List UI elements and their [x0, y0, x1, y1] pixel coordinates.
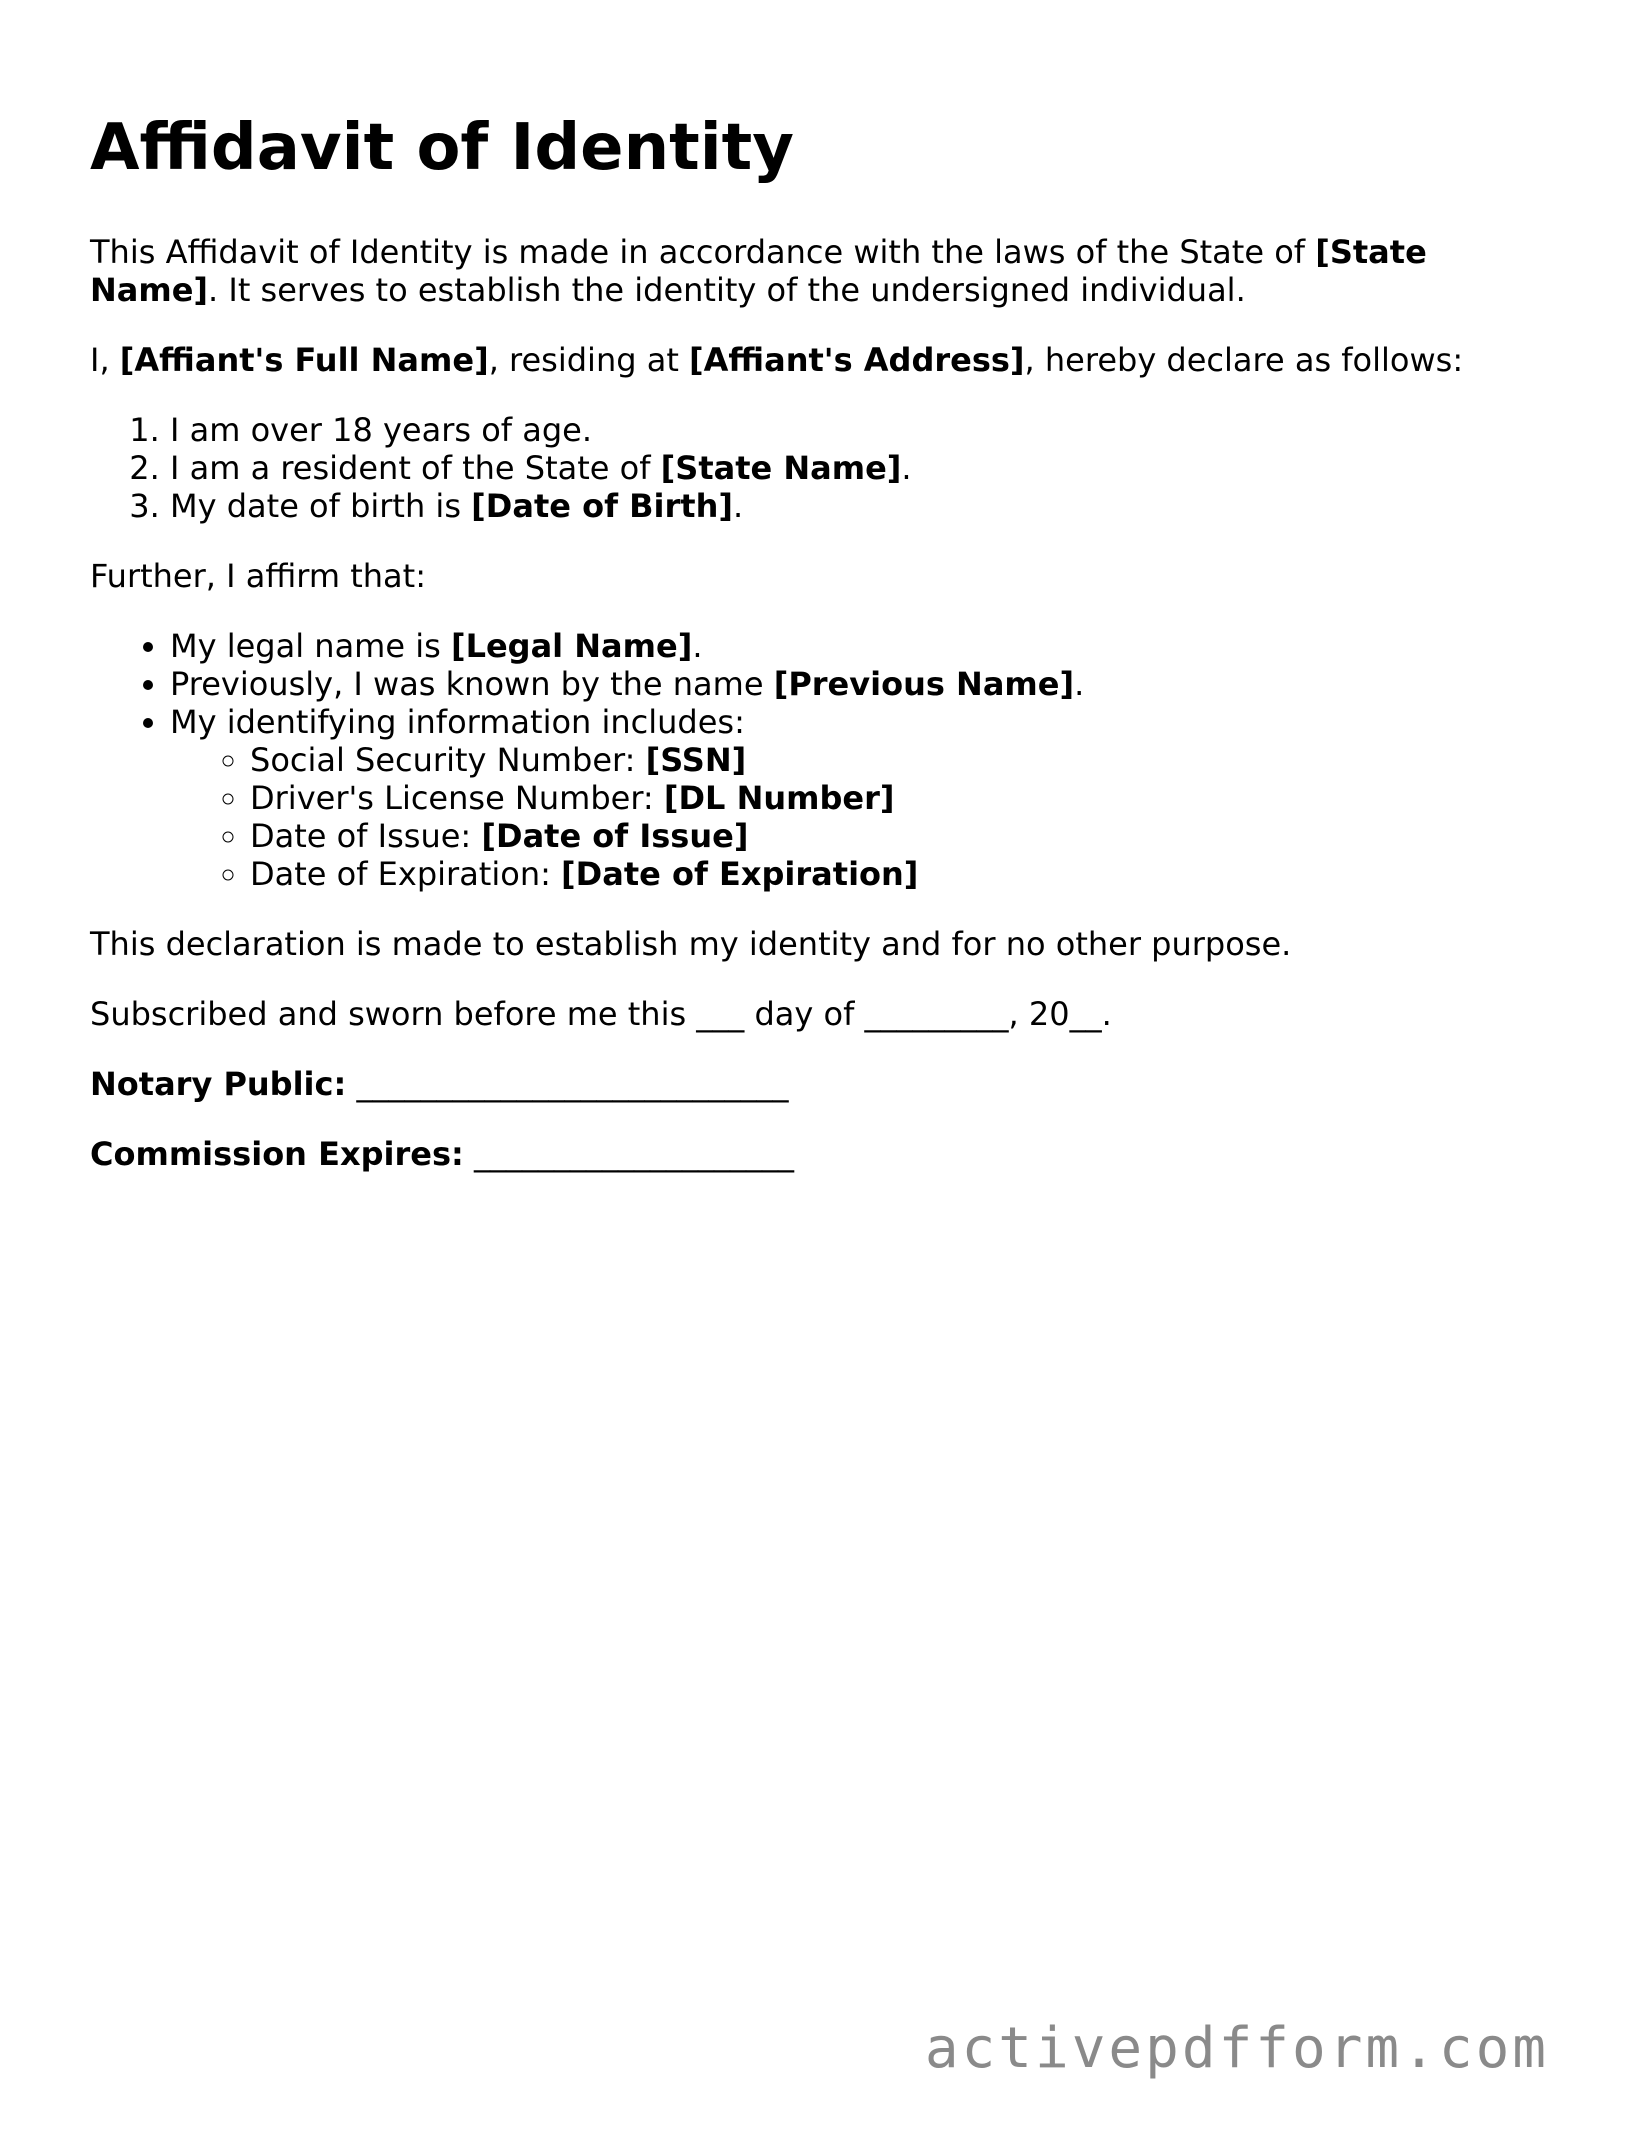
- intro-paragraph: [90, 233, 1550, 309]
- purpose-paragraph: This declaration is made to establish my identity and for no other purpose.: [90, 924, 1292, 963]
- declaration-middle: , residing at: [488, 340, 690, 379]
- sub-bullet-text: Date of Expiration:: [250, 854, 562, 893]
- date-of-issue-placeholder: [Date of Issue]: [481, 816, 749, 855]
- sub-bullet-issue: [250, 817, 1550, 855]
- numbered-list: [90, 411, 1550, 525]
- declaration-paragraph: [90, 341, 1550, 379]
- page-title: Affidavit of Identity: [90, 111, 794, 185]
- sub-bullet-dl: [250, 779, 1550, 817]
- sub-bullet-text: Date of Issue:: [250, 816, 482, 855]
- bullet-text: Previously, I was known by the name: [170, 664, 774, 703]
- notary-signature-line: ___________________________: [346, 1064, 789, 1103]
- sub-bullet-list: [170, 741, 1550, 893]
- bullet-previous-name: [170, 665, 1550, 703]
- list-item-age: [170, 411, 1550, 449]
- list-item-text: I am a resident of the State of: [170, 448, 661, 487]
- sub-bullet-expiration: [250, 855, 1550, 893]
- bullet-text: My identifying information includes:: [170, 702, 745, 741]
- intro-text-2: . It serves to establish the identity of the undersigned individual.: [208, 270, 1246, 309]
- intro-state-placeholder: [State Name]: [90, 232, 1427, 309]
- date-of-expiration-placeholder: [Date of Expiration]: [561, 854, 919, 893]
- legal-name-placeholder: [Legal Name]: [450, 626, 693, 665]
- list-item-residence: [170, 449, 1550, 487]
- bullet-legal-name: [170, 627, 1550, 665]
- bullet-list: [90, 627, 1550, 893]
- sub-bullet-ssn: [250, 741, 1550, 779]
- document-page: [90, 110, 1550, 1205]
- state-placeholder: [State Name]: [660, 448, 902, 487]
- affiant-address-placeholder: [Affiant's Address]: [689, 340, 1025, 379]
- watermark: activepdfform.com: [924, 2016, 1549, 2081]
- declaration-prefix: I,: [90, 340, 120, 379]
- affiant-name-placeholder: [Affiant's Full Name]: [119, 340, 489, 379]
- list-item-end: .: [901, 448, 912, 487]
- bullet-text: My legal name is: [170, 626, 451, 665]
- commission-line: [90, 1135, 1550, 1173]
- bullet-identifying-info: [170, 703, 1550, 893]
- list-item-birth: [170, 487, 1550, 525]
- list-item-end: .: [732, 486, 744, 525]
- commission-date-line: ____________________: [463, 1134, 794, 1173]
- sub-bullet-text: Driver's License Number:: [250, 778, 664, 817]
- date-of-birth-placeholder: [Date of Birth]: [471, 486, 733, 525]
- declaration-suffix: , hereby declare as follows:: [1024, 340, 1464, 379]
- commission-label: Commission Expires:: [90, 1134, 464, 1173]
- list-item-text: I am over 18 years of age.: [170, 410, 593, 449]
- intro-text-1: This Affidavit of Identity is made in accordance with the laws of the State of: [90, 232, 1316, 271]
- previous-name-placeholder: [Previous Name]: [773, 664, 1075, 703]
- bullet-end: .: [692, 626, 703, 665]
- notary-line: [90, 1065, 1550, 1103]
- sub-bullet-text: Social Security Number:: [250, 740, 646, 779]
- further-paragraph: Further, I affirm that:: [90, 556, 426, 595]
- notary-label: Notary Public:: [90, 1064, 347, 1103]
- bullet-end: .: [1074, 664, 1085, 703]
- ssn-placeholder: [SSN]: [645, 740, 747, 779]
- list-item-text: My date of birth is: [170, 486, 472, 525]
- dl-number-placeholder: [DL Number]: [663, 778, 895, 817]
- sworn-paragraph: Subscribed and sworn before me this ___ day of _________, 20__.: [90, 994, 1112, 1033]
